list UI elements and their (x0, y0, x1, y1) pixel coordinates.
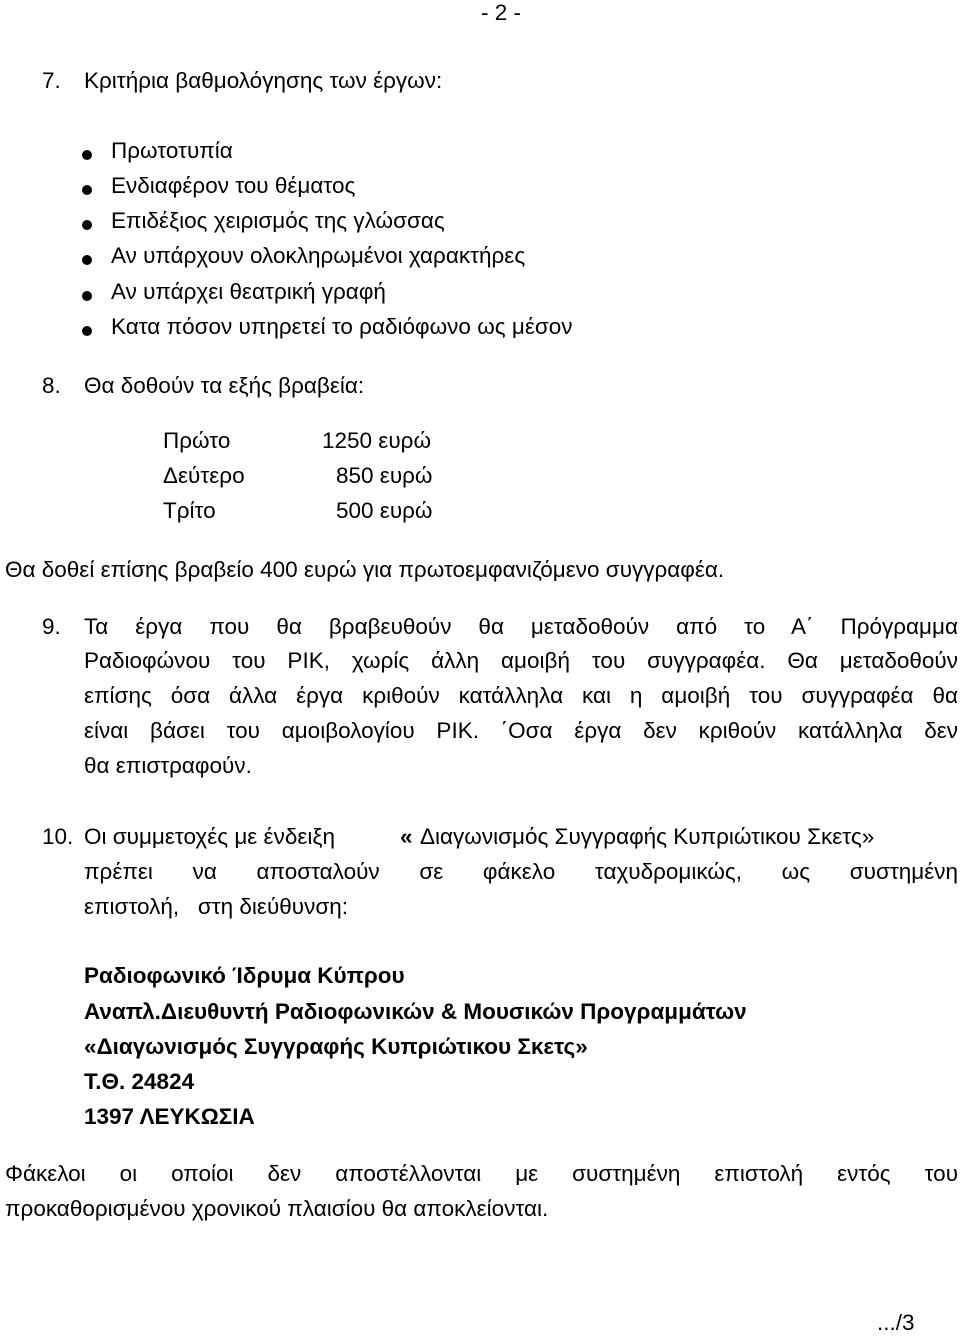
bullet-dot (82, 255, 92, 265)
list-item-text: Επιδέξιος χειρισμός της γλώσσας (111, 208, 445, 233)
bullet-dot (82, 326, 92, 336)
prize-place: Δεύτερο (163, 463, 245, 488)
section-9-line: επίσης όσα άλλα έργα κριθούν κατάλληλα και η αμοιβή του συγγραφέα θα (84, 683, 958, 708)
list-item-text: Ενδιαφέρον του θέματος (111, 173, 356, 198)
section-9-line: θα επιστραφούν. (84, 753, 252, 778)
section-9-line: είναι βάσει του αμοιβολογίου ΡΙΚ. ΄Οσα έργα δεν κριθούν κατάλληλα δεν (84, 718, 958, 743)
closing-line: Φάκελοι οι οποίοι δεν αποστέλλονται με συστημένη επιστολή εντός του (5, 1161, 958, 1186)
address-line: «Διαγωνισμός Συγγραφής Κυπριώτικου Σκετς» (84, 1034, 588, 1059)
list-item-text: Πρωτοτυπία (111, 138, 233, 163)
section-9-number: 9. (42, 614, 61, 639)
section-10-line1-prefix: Οι συμμετοχές με ένδειξη (84, 824, 335, 849)
section-9-line: Ραδιοφώνου του ΡΙΚ, χωρίς άλλη αμοιβή του συγγραφέα. Θα μεταδοθούν (84, 648, 958, 673)
prize-amount: 500 ευρώ (336, 498, 433, 523)
section-10-line3: επιστολή, στη διεύθυνση: (84, 894, 348, 919)
closing-line: προκαθορισμένου χρονικού πλαισίου θα αποκλείονται. (5, 1196, 549, 1221)
bullet-dot (82, 291, 92, 301)
section-10-line1-quote: « (400, 824, 413, 849)
prize-amount: 850 ευρώ (336, 463, 433, 488)
bullet-dot (82, 150, 92, 160)
list-item-text: Κατα πόσον υπηρετεί το ραδιόφωνο ως μέσον (111, 314, 573, 339)
list-item-text: Αν υπάρχει θεατρική γραφή (111, 279, 386, 304)
section-10-line1-rest: Διαγωνισμός Συγγραφής Κυπριώτικου Σκετς» (420, 824, 875, 849)
address-line: Αναπλ.Διευθυντή Ραδιοφωνικών & Μουσικών Προγραμμάτων (84, 999, 747, 1024)
address-line: Ραδιοφωνικό Ίδρυμα Κύπρου (84, 963, 405, 988)
section-7-title: Κριτήρια βαθμολόγησης των έργων: (84, 68, 443, 93)
continuation-marker: .../3 (877, 1310, 915, 1335)
prize-place: Πρώτο (163, 428, 231, 453)
section-10-number: 10. (42, 824, 74, 849)
bullet-dot (82, 185, 92, 195)
prize-place: Τρίτο (163, 498, 216, 523)
section-8-number: 8. (42, 373, 61, 398)
bullet-dot (82, 220, 92, 230)
extra-prize-text: Θα δοθεί επίσης βραβείο 400 ευρώ για πρωτοεμφανιζόμενο συγγραφέα. (5, 557, 725, 582)
section-9-line: Τα έργα που θα βραβευθούν θα μεταδοθούν από το Α΄ Πρόγραμμα (84, 614, 958, 639)
prize-amount: 1250 ευρώ (322, 428, 432, 453)
list-item-text: Αν υπάρχουν ολοκληρωμένοι χαρακτήρες (111, 243, 526, 268)
section-7-number: 7. (42, 68, 61, 93)
section-10-line2: πρέπει να αποσταλούν σε φάκελο ταχυδρομικώς, ως συστημένη (84, 859, 958, 884)
page-number: - 2 - (481, 0, 522, 25)
address-line: Τ.Θ. 24824 (84, 1069, 195, 1094)
section-8-title: Θα δοθούν τα εξής βραβεία: (84, 373, 365, 398)
address-line: 1397 ΛΕΥΚΩΣΙΑ (84, 1104, 255, 1129)
